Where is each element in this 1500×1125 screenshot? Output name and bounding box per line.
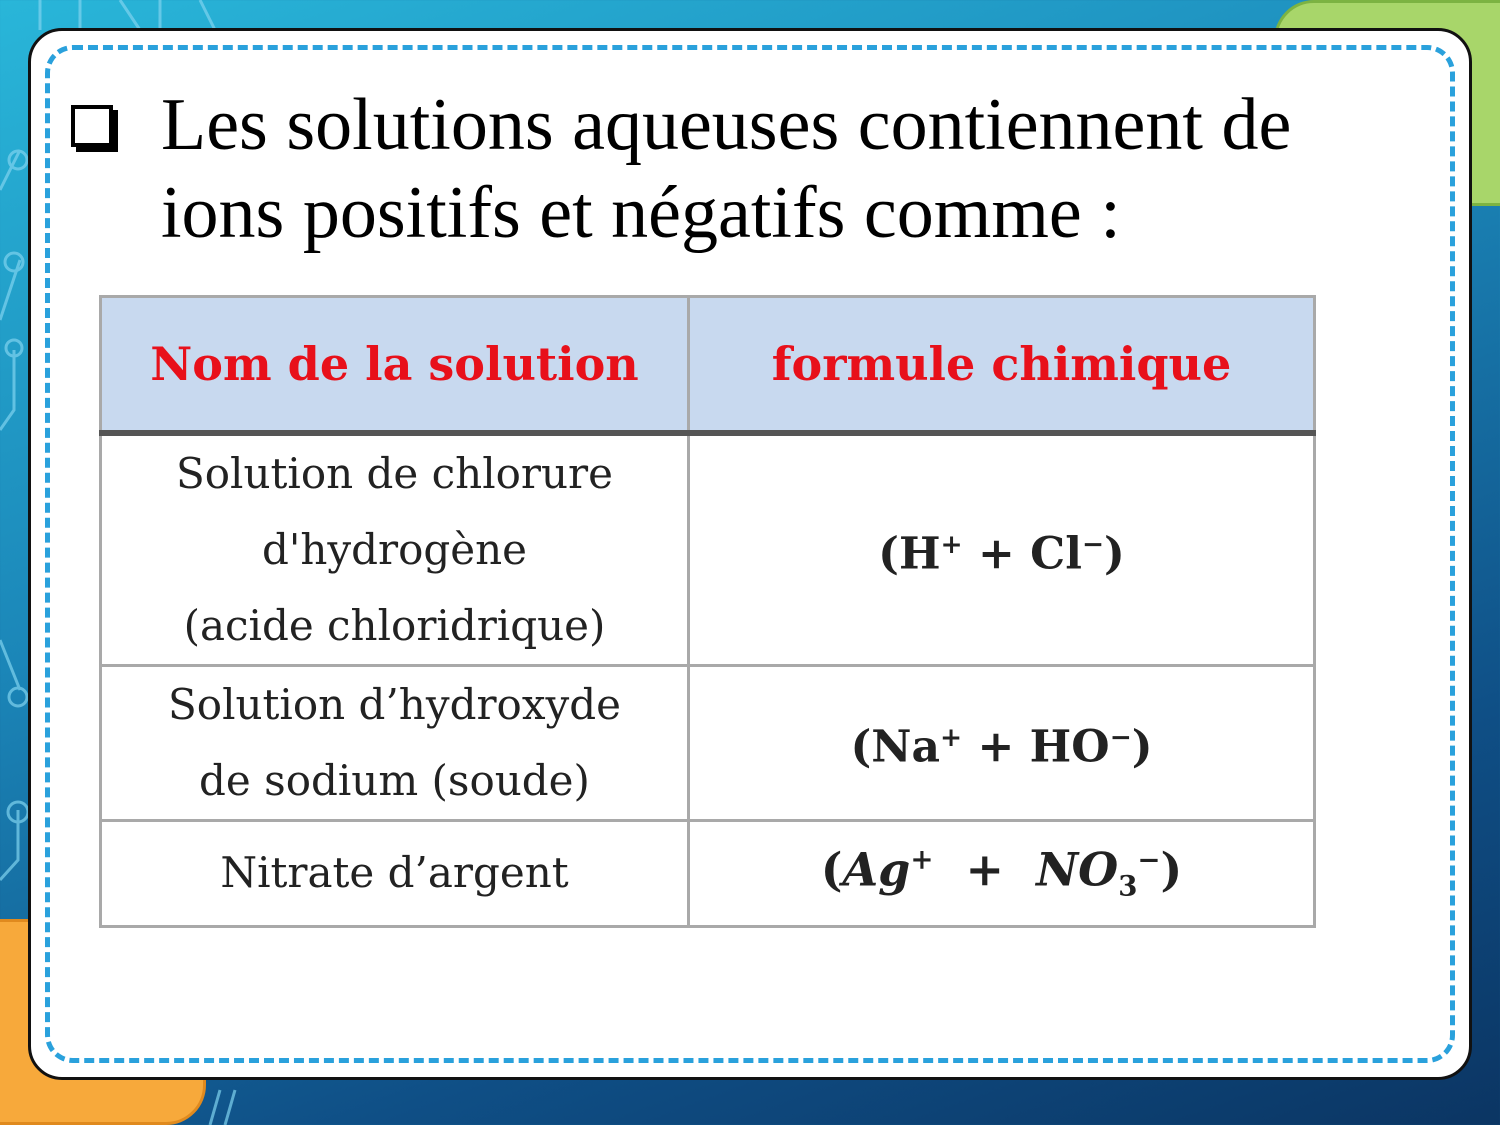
ion-table bbox=[99, 295, 1316, 928]
formula-plus: + bbox=[933, 842, 1037, 897]
formula-cation: H bbox=[898, 528, 941, 580]
formula-close: ) bbox=[1131, 721, 1153, 773]
formula-open: ( bbox=[878, 528, 899, 580]
solution-name-line: Nitrate d’argent bbox=[220, 848, 569, 898]
formula-anion-subscript: 3 bbox=[1118, 869, 1138, 903]
solution-name-line: Solution de chlorure bbox=[176, 449, 613, 498]
solution-name-cell bbox=[101, 433, 689, 666]
formula-cation: Na bbox=[871, 721, 941, 773]
formula-cation: Ag bbox=[842, 842, 911, 897]
solution-name-line: d'hydrogène bbox=[261, 525, 528, 574]
formula-anion: HO bbox=[1029, 721, 1110, 773]
formula-plus: + bbox=[962, 721, 1030, 773]
solution-name-cell bbox=[101, 821, 689, 927]
checkbox-bullet-icon bbox=[71, 105, 113, 147]
formula-open: ( bbox=[820, 842, 843, 897]
solution-name-line: Solution d’hydroxyde bbox=[168, 680, 621, 729]
table-row bbox=[101, 821, 1315, 927]
table-header-row bbox=[101, 297, 1315, 434]
formula-close: ) bbox=[1104, 528, 1125, 580]
solution-name-cell bbox=[101, 666, 689, 821]
bullet-text: Les solutions aqueuses contiennent de ions positifs et négatifs comme : bbox=[161, 84, 1292, 254]
formula-anion-charge: − bbox=[1081, 529, 1105, 561]
formula-anion-charge: − bbox=[1109, 722, 1132, 754]
formula-plus: + bbox=[962, 528, 1031, 580]
formula-cation-charge: + bbox=[910, 843, 934, 876]
formula-cation-charge: + bbox=[940, 722, 963, 754]
slide-card bbox=[28, 28, 1472, 1080]
header-solution-name: Nom de la solution bbox=[101, 297, 689, 434]
formula-cell bbox=[689, 821, 1315, 927]
ion-table-container bbox=[99, 295, 1313, 928]
formula-anion: Cl bbox=[1030, 528, 1082, 580]
formula-anion-charge: − bbox=[1137, 843, 1161, 876]
formula-cation-charge: + bbox=[940, 529, 963, 561]
formula-cell bbox=[689, 433, 1315, 666]
table-row bbox=[101, 666, 1315, 821]
formula-anion: NO bbox=[1036, 842, 1119, 897]
header-chemical-formula: formule chimique bbox=[689, 297, 1315, 434]
formula-open: ( bbox=[850, 721, 872, 773]
formula-cell bbox=[689, 666, 1315, 821]
solution-name-line: de sodium (soude) bbox=[199, 756, 590, 805]
table-row bbox=[101, 433, 1315, 666]
solution-name-line: (acide chloridrique) bbox=[183, 601, 606, 650]
formula-close: ) bbox=[1160, 842, 1183, 897]
